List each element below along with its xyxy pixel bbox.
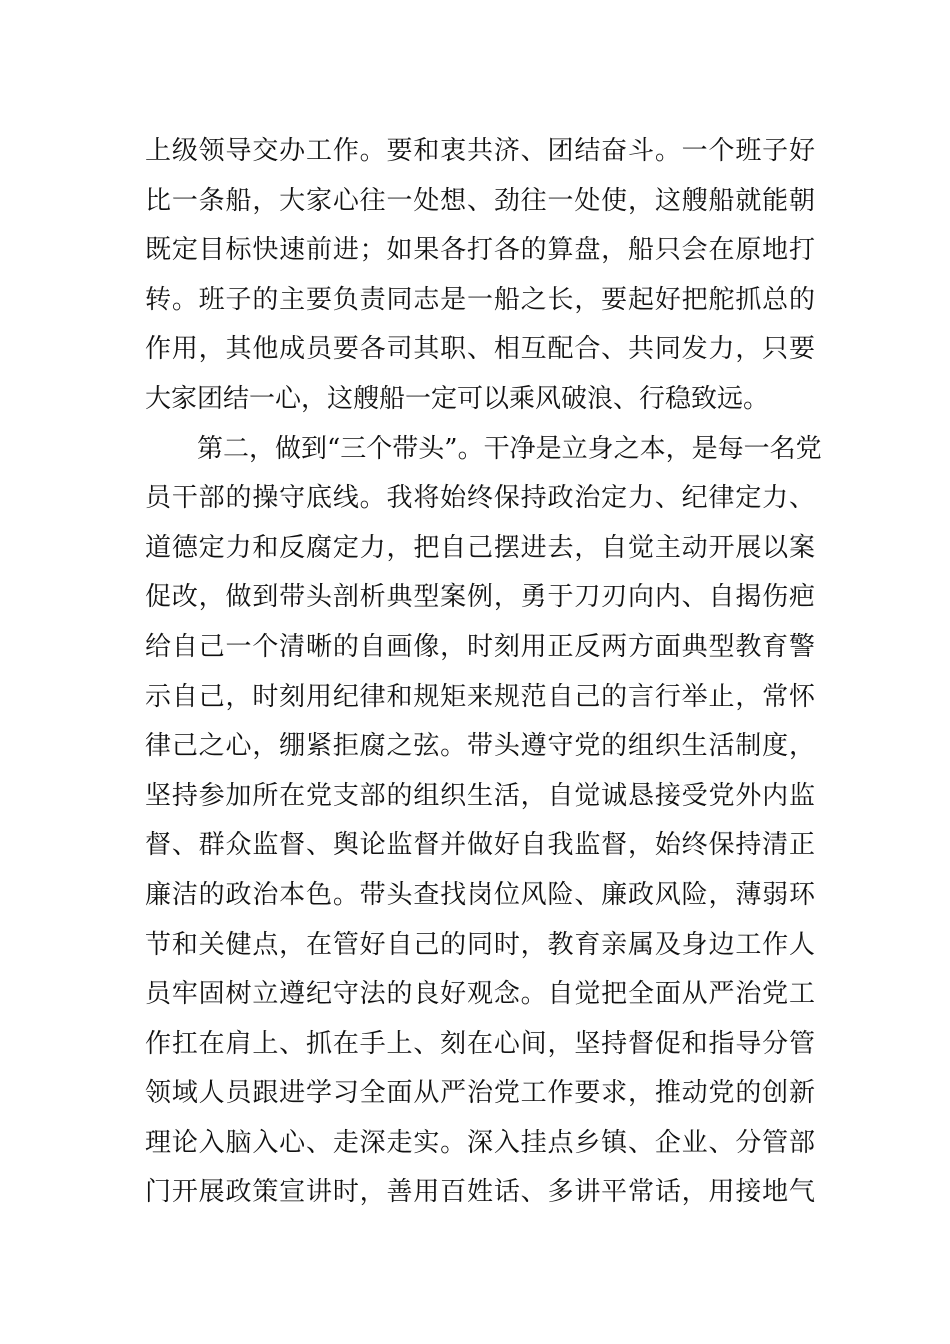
text-line: 坚持参加所在党支部的组织生活，自觉诚恳接受党外内监 xyxy=(145,780,815,811)
text-line: 比一条船，大家心往一处想、劲往一处使，这艘船就能朝 xyxy=(145,185,815,216)
text-line: 示自己，时刻用纪律和规矩来规范自己的言行举止，常怀 xyxy=(145,681,815,712)
text-line: 促改，做到带头剖析典型案例，勇于刀刃向内、自揭伤疤 xyxy=(145,582,815,613)
body-text xyxy=(145,127,822,1218)
text-line: 转。班子的主要负责同志是一船之长，要起好把舵抓总的 xyxy=(145,284,815,315)
text-line: 道德定力和反腐定力，把自己摆进去，自觉主动开展以案 xyxy=(145,532,815,563)
text-line: 门开展政策宣讲时，善用百姓话、多讲平常话，用接地气 xyxy=(145,1177,815,1208)
text-line: 廉洁的政治本色。带头查找岗位风险、廉政风险，薄弱环 xyxy=(145,879,815,910)
text-line: 节和关健点，在管好自己的同时，教育亲属及身边工作人 xyxy=(145,929,815,960)
text-line: 上级领导交办工作。要和衷共济、团结奋斗。一个班子好 xyxy=(145,136,815,166)
text-line: 既定目标快速前进；如果各打各的算盘，船只会在原地打 xyxy=(145,235,815,266)
text-line: 给自己一个清晰的自画像，时刻用正反两方面典型教育警 xyxy=(145,631,815,662)
text-line: 理论入脑入心、走深走实。深入挂点乡镇、企业、分管部 xyxy=(145,1127,815,1158)
text-line: 大家团结一心，这艘船一定可以乘风破浪、行稳致远。 xyxy=(145,383,770,414)
text-line: 作用，其他成员要各司其职、相互配合、共同发力，只要 xyxy=(145,334,815,365)
paragraph-start-line: 第二，做到“三个带头”。干净是立身之本，是每一名党 xyxy=(197,433,822,464)
text-line: 作扛在肩上、抓在手上、刻在心间，坚持督促和指导分管 xyxy=(145,1028,815,1059)
text-line: 律己之心，绷紧拒腐之弦。带头遵守党的组织生活制度， xyxy=(145,731,815,762)
text-line: 领域人员跟进学习全面从严治党工作要求，推动党的创新 xyxy=(145,1078,815,1109)
text-line: 员牢固树立遵纪守法的良好观念。自觉把全面从严治党工 xyxy=(145,979,815,1010)
text-line: 员干部的操守底线。我将始终保持政治定力、纪律定力、 xyxy=(145,483,815,514)
text-line: 督、群众监督、舆论监督并做好自我监督，始终保持清正 xyxy=(145,830,815,861)
